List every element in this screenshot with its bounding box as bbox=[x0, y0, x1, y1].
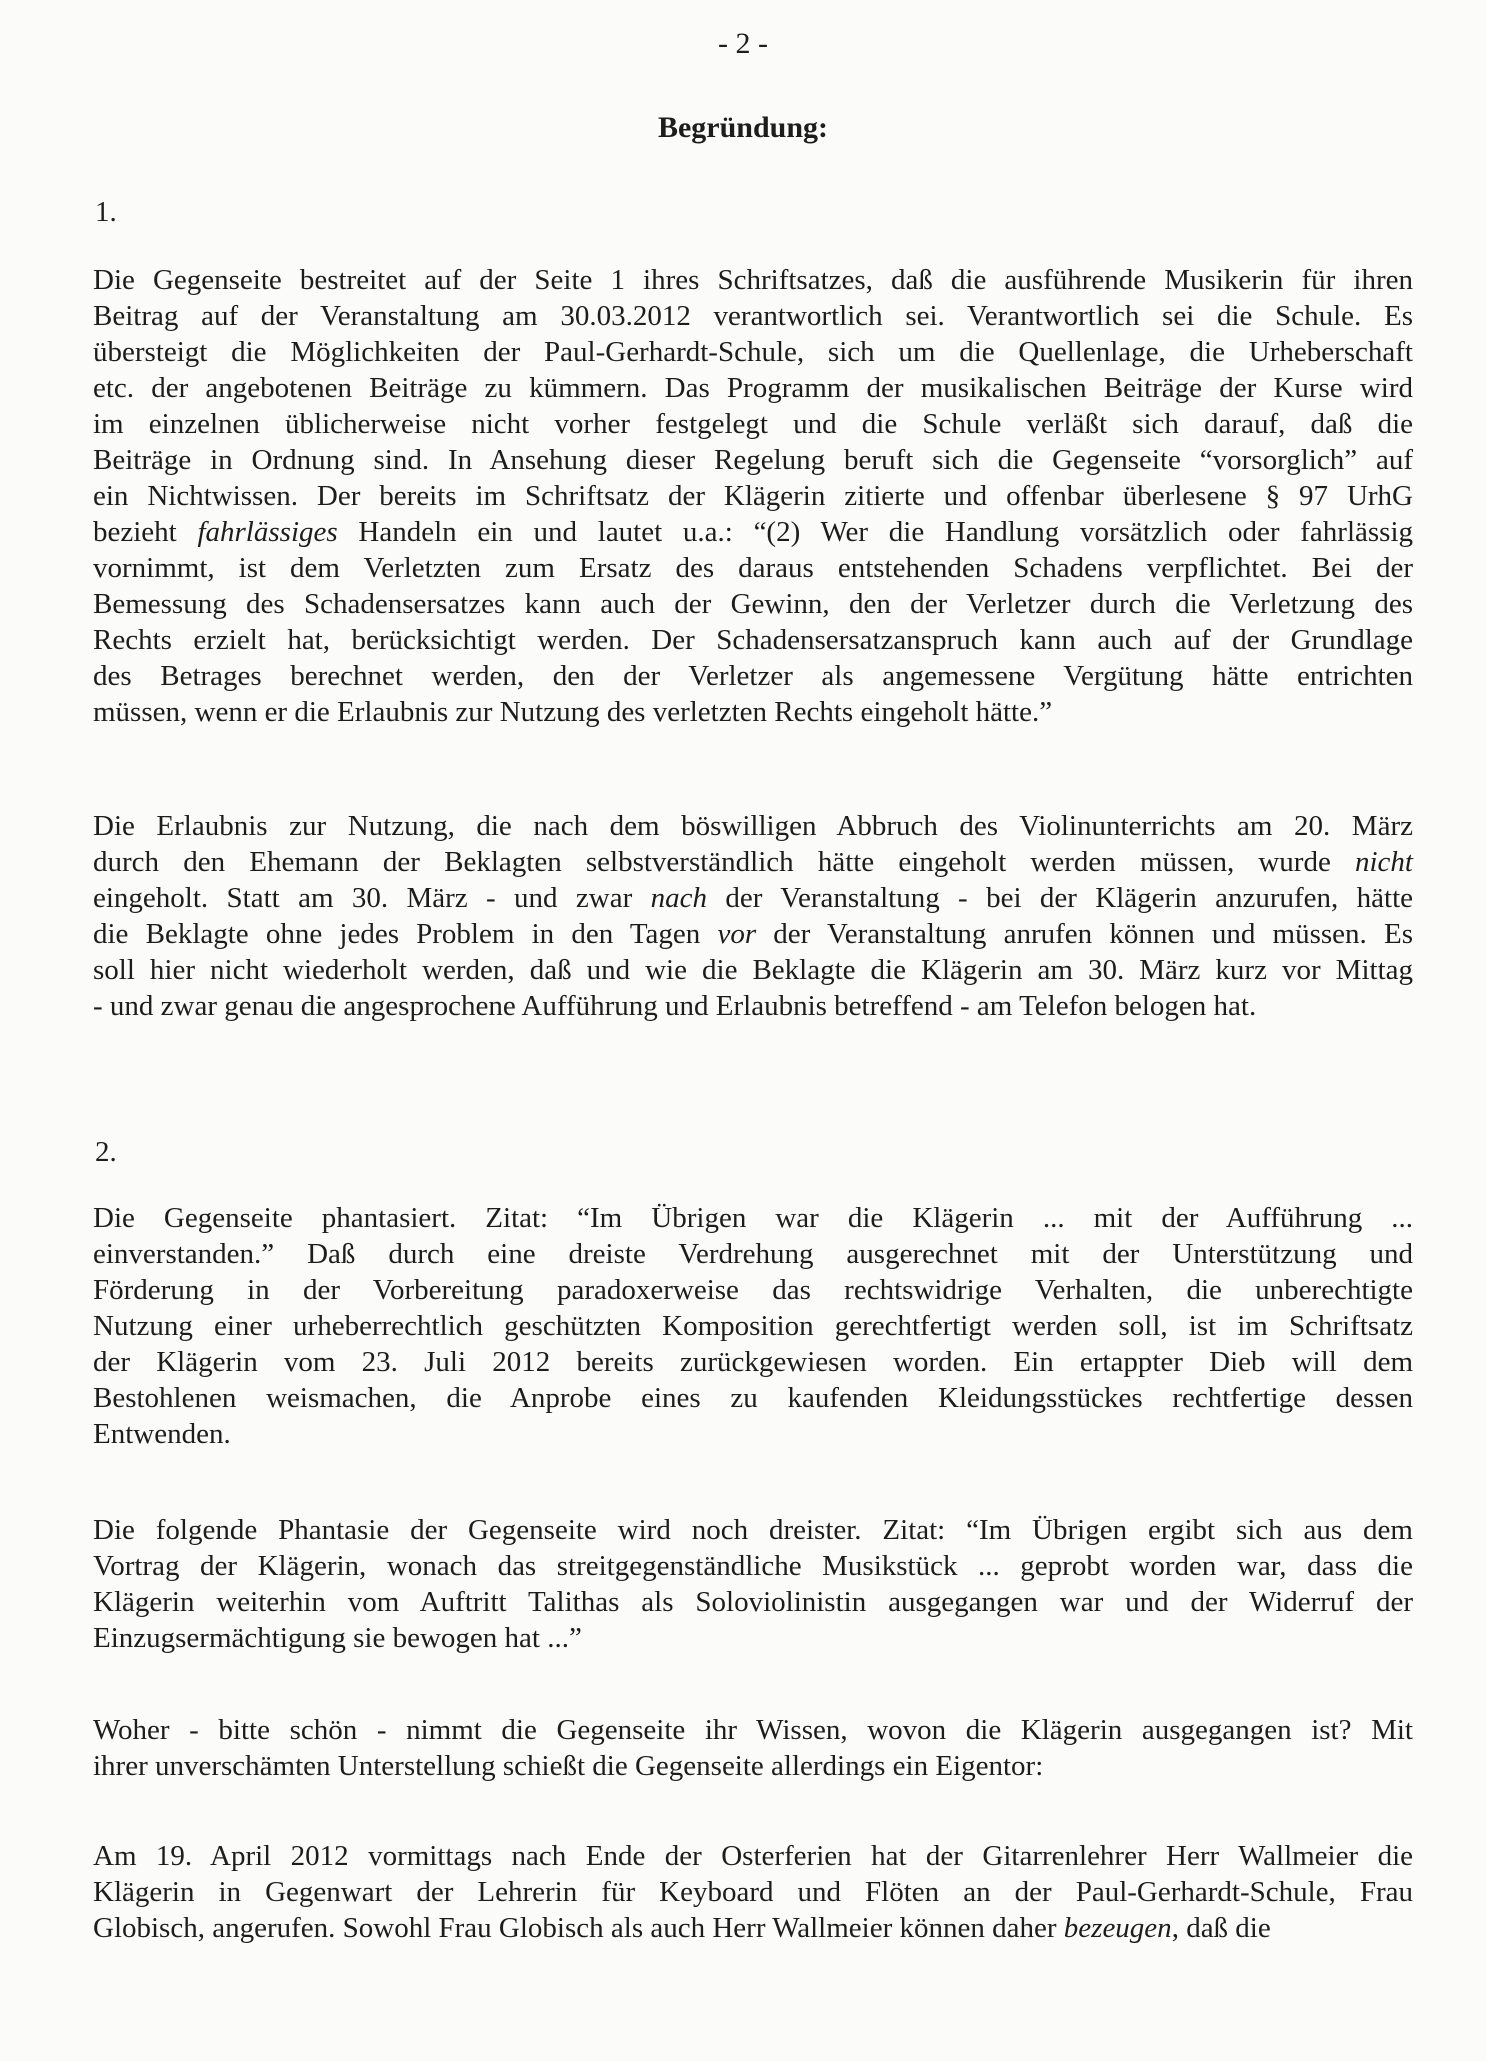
text-line: soll hier nicht wiederholt werden, daß und wie die Beklagte die Klägerin am 30. März kurz vor Mittag bbox=[93, 954, 1413, 986]
text-line: Beitrag auf der Veranstaltung am 30.03.2012 verantwortlich sei. Verantwortlich sei die Schule. Es bbox=[93, 300, 1413, 332]
text-line: Nutzung einer urheberrechtlich geschützten Komposition gerechtfertigt werden soll, ist im Schriftsatz bbox=[93, 1310, 1413, 1342]
text-segment: Globisch, angerufen. Sowohl Frau Globisch als auch Herr Wallmeier können daher bbox=[93, 1912, 1064, 1944]
text-line: Die Gegenseite bestreitet auf der Seite 1 ihres Schriftsatzes, daß die ausführende Musikerin für ihren bbox=[93, 264, 1413, 296]
text-line: einverstanden.” Daß durch eine dreiste Verdrehung ausgerechnet mit der Unterstützung und bbox=[93, 1238, 1413, 1270]
text-line: Bemessung des Schadensersatzes kann auch der Gewinn, den der Verletzer durch die Verletzung des bbox=[93, 588, 1413, 620]
text-segment: , daß die bbox=[1171, 1912, 1271, 1944]
text-line: des Betrages berechnet werden, den der Verletzer als angemessene Vergütung hätte entrichten bbox=[93, 660, 1413, 692]
section2-paragraph-3 bbox=[93, 1712, 1413, 1784]
text-line: Die Gegenseite phantasiert. Zitat: “Im Übrigen war die Klägerin ... mit der Aufführung ... bbox=[93, 1202, 1413, 1234]
emphasized-text: nach bbox=[650, 882, 707, 914]
text-line bbox=[93, 1910, 1413, 1946]
text-line bbox=[93, 514, 1413, 550]
text-line: Woher - bitte schön - nimmt die Gegenseite ihr Wissen, wovon die Klägerin ausgegangen ist? Mit bbox=[93, 1714, 1413, 1746]
section2-paragraph-1 bbox=[93, 1200, 1413, 1452]
text-line: Entwenden. bbox=[93, 1418, 231, 1450]
text-line: Vortrag der Klägerin, wonach das streitgegenständliche Musikstück ... geprobt worden war, dass die bbox=[93, 1550, 1413, 1582]
text-line bbox=[93, 916, 1413, 952]
emphasized-text: bezeugen bbox=[1063, 1912, 1172, 1944]
text-line: Am 19. April 2012 vormittags nach Ende der Osterferien hat der Gitarrenlehrer Herr Wallmeier die bbox=[93, 1840, 1413, 1872]
text-line: Die Erlaubnis zur Nutzung, die nach dem böswilligen Abbruch des Violinunterrichts am 20. März bbox=[93, 810, 1413, 842]
text-line: übersteigt die Möglichkeiten der Paul-Gerhardt-Schule, sich um die Quellenlage, die Urheberschaft bbox=[93, 336, 1413, 368]
text-line: etc. der angebotenen Beiträge zu kümmern. Das Programm der musikalischen Beiträge der Kurse wird bbox=[93, 372, 1413, 404]
text-line: der Klägerin vom 23. Juli 2012 bereits zurückgewiesen worden. Ein ertappter Dieb will dem bbox=[93, 1346, 1413, 1378]
section1-paragraph-2 bbox=[93, 808, 1413, 1024]
text-line: ein Nichtwissen. Der bereits im Schriftsatz der Klägerin zitierte und offenbar überlesene § 97 UrhG bbox=[93, 480, 1413, 512]
text-line: vornimmt, ist dem Verletzten zum Ersatz des daraus entstehenden Schadens verpflichtet. Bei der bbox=[93, 552, 1413, 584]
section-number-2: 2. bbox=[95, 1136, 117, 1168]
text-line: Förderung in der Vorbereitung paradoxerweise das rechtswidrige Verhalten, die unberechtigte bbox=[93, 1274, 1413, 1306]
text-line: im einzelnen üblicherweise nicht vorher festgelegt und die Schule verläßt sich darauf, daß die bbox=[93, 408, 1413, 440]
section-number-1: 1. bbox=[95, 196, 117, 228]
text-line bbox=[93, 880, 1413, 916]
text-line: Die folgende Phantasie der Gegenseite wird noch dreister. Zitat: “Im Übrigen ergibt sich aus dem bbox=[93, 1514, 1413, 1546]
section1-paragraph-1 bbox=[93, 262, 1413, 730]
text-segment: bezieht bbox=[93, 516, 198, 548]
text-line: - und zwar genau die angesprochene Aufführung und Erlaubnis betreffend - am Telefon belogen hat. bbox=[93, 990, 1257, 1022]
text-segment: Handeln ein und lautet u.a.: “(2) Wer die Handlung vorsätzlich oder fahrlässig bbox=[337, 516, 1413, 548]
text-line: müssen, wenn er die Erlaubnis zur Nutzung des verletzten Rechts eingeholt hätte.” bbox=[93, 696, 1053, 728]
text-line: Einzugsermächtigung sie bewogen hat ...” bbox=[93, 1622, 582, 1654]
text-line: ihrer unverschämten Unterstellung schießt die Gegenseite allerdings ein Eigentor: bbox=[93, 1750, 1044, 1782]
section2-paragraph-2 bbox=[93, 1512, 1413, 1656]
text-segment: die Beklagte ohne jedes Problem in den Tagen bbox=[93, 918, 718, 950]
text-segment: durch den Ehemann der Beklagten selbstverständlich hätte eingeholt werden müssen, wurde bbox=[93, 846, 1355, 878]
emphasized-text: vor bbox=[717, 918, 757, 950]
emphasized-text: fahrlässiges bbox=[197, 516, 338, 548]
text-line bbox=[93, 844, 1413, 880]
text-line: Rechts erzielt hat, berücksichtigt werden. Der Schadensersatzanspruch kann auch auf der Grundlage bbox=[93, 624, 1413, 656]
section2-paragraph-4 bbox=[93, 1838, 1413, 1946]
text-line: Bestohlenen weismachen, die Anprobe eines zu kaufenden Kleidungsstückes rechtfertige dessen bbox=[93, 1382, 1413, 1414]
section-heading: Begründung: bbox=[657, 111, 829, 144]
emphasized-text: nicht bbox=[1355, 846, 1413, 878]
text-segment: der Veranstaltung - bei der Klägerin anzurufen, hätte bbox=[707, 882, 1413, 914]
page-number: - 2 - bbox=[718, 27, 768, 60]
text-line: Beiträge in Ordnung sind. In Ansehung dieser Regelung beruft sich die Gegenseite “vorsorglich” auf bbox=[93, 444, 1413, 476]
text-segment: eingeholt. Statt am 30. März - und zwar bbox=[93, 882, 651, 914]
text-line: Klägerin weiterhin vom Auftritt Talithas als Soloviolinistin ausgegangen war und der Widerruf der bbox=[93, 1586, 1413, 1618]
text-segment: der Veranstaltung anrufen können und müssen. Es bbox=[756, 918, 1413, 950]
text-line: Klägerin in Gegenwart der Lehrerin für Keyboard und Flöten an der Paul-Gerhardt-Schule, Frau bbox=[93, 1876, 1413, 1908]
